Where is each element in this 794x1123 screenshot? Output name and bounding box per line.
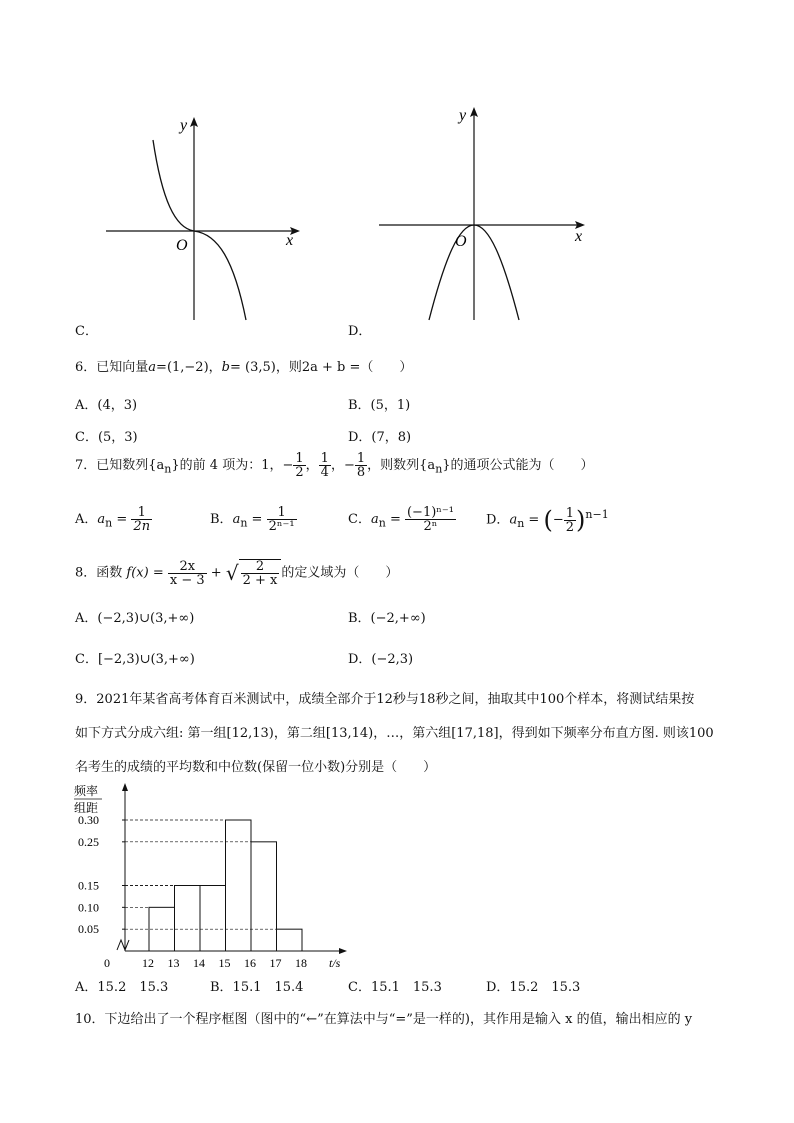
histogram-ytick-label: 0.30 [78,813,99,827]
q7-stem-sub2: n [435,462,443,476]
q7-option-d-den: 2 [565,519,575,535]
q6-b-value: = (3,5)，则 [229,360,302,375]
q6-a-value: =(1,−2)， [156,360,222,375]
q8-frac1 [168,560,207,587]
histogram-ytick-label: 0.15 [78,878,99,893]
histogram-xtick-label: 17 [269,956,282,970]
q6-vector-b: b [221,360,230,375]
graph-c-y-label: y [180,117,188,134]
histogram-xtick-label: 12 [142,956,154,970]
q7-option-b-label: B． [210,512,233,527]
histogram-bar-4 [226,820,252,951]
histogram-xtick-label: 15 [218,956,231,970]
q7-term2-num: 1 [295,451,304,466]
q8-plus: + [210,565,222,581]
q7-option-d-label: D． [486,512,510,528]
q7-option-a-den: 2n [133,519,151,534]
q6-vector-a: a [148,360,157,375]
q7-option-b-lhs: a [232,512,241,527]
q6-option-b[interactable]: B．(5，1) [348,398,411,413]
q9-option-c[interactable]: C．15.1 15.3 [348,980,442,995]
histogram-ylabel-top: 频率 [74,784,99,798]
q9-option-d[interactable]: D．15.2 15.3 [486,980,581,995]
histogram-origin-label: 0 [104,956,110,970]
q9-line-1: 9．2021年某省高考体育百米测试中，成绩全部介于12秒与18秒之间，抽取其中100个样本，将测试结果按 [75,692,695,707]
histogram-bar-6 [277,929,303,951]
question-6-stem [75,356,412,375]
q7-option-a[interactable]: A．$a_n$ = $\frac{1}{2n}$ [75,505,151,534]
q7-option-d-frac [564,507,576,534]
question-8-stem: 8．函数 f(x) = $\frac{2x}{x - 3}$ + √ $\frac{2}{2 + x}$ 的定义域为（ ） [75,558,399,588]
q7-option-d-exp: n−1 [585,508,609,522]
q7-term4-den: 8 [356,465,366,480]
q7-option-d-lhs: a [509,512,518,528]
frequency-histogram [70,778,360,972]
q7-stem-end2: }的通项公式能为（ ） [442,458,594,473]
q7-option-d-inner: − [552,512,564,528]
q7-term3-den: 4 [320,465,329,480]
q7-option-b[interactable]: B．$a_n$ = $\frac{1}{\text{2ⁿ⁻¹}}$ [210,505,295,534]
q7-term3 [319,452,331,479]
q7-option-c-sub: n [378,516,386,530]
q9-line-3: 名考生的成绩的平均数和中位数(保留一位小数)分别是（ ） [75,760,437,775]
histogram-axis-break [117,940,129,950]
q8-stem-end: 的定义域为（ ） [281,565,399,581]
graph-c-origin: O [176,237,188,254]
q7-option-a-num: 1 [131,506,152,520]
q8-option-a[interactable]: A．(−2,3)∪(3,+∞) [75,611,195,626]
histogram-xtick-label: 13 [167,956,180,970]
histogram-x-arrow [339,948,347,954]
option-d-label: D． [348,324,372,339]
q7-option-d-num: 1 [565,505,575,521]
q7-option-c-frac [405,506,456,533]
q7-term4-sign: − [343,458,355,473]
q7-option-b-num: 1 [267,506,297,520]
q8-frac2 [241,560,280,587]
graph-c [100,110,310,325]
q6-option-c[interactable]: C．(5，3) [75,430,138,445]
q8-sqrt [239,559,282,587]
q7-stem-mid: }的前 4 项为：1， [171,458,283,473]
q7-term2 [293,452,305,479]
graph-c-curve [153,140,246,320]
q9-option-b[interactable]: B．15.1 15.4 [210,980,304,995]
graph-d-origin: O [455,233,467,250]
q8-option-b[interactable]: B．(−2,+∞) [348,611,426,626]
histogram-ytick-label: 0.25 [78,834,99,849]
question-7-stem: 7．已知数列$\{a_n\}$的前 4 项为：1，− $\frac{1}{2}$ ， $\frac{1}{4}$ ，− $\frac{1}{8}$ ，则数列$\{a_n\}$的通项公式能为（ ） [75,451,594,480]
histogram-xtick-label: 18 [295,956,307,970]
q7-option-c-lhs: a [370,512,379,527]
graph-d-y-label: y [459,107,467,124]
q7-option-a-label: A． [75,512,98,527]
q7-stem-start: 7．已知数列{a [75,458,165,473]
histogram-xtick-label: 16 [244,956,256,970]
q7-option-b-frac [267,506,297,533]
histogram-y-arrow [122,783,128,791]
histogram-xlabel: t/s [329,956,341,970]
q8-frac1-num: 2x [168,560,207,574]
q7-term2-sign: − [282,458,294,473]
graph-d [375,98,595,326]
q10-line-1: 10．下边给出了一个程序框图（图中的“←”在算法中与“=”是一样的)，其作用是输入 x 的值，输出相应的 y [75,1012,693,1027]
q8-frac2-den: 2 + x [242,573,278,588]
q7-option-a-sub: n [105,516,113,530]
q8-stem-start: 8．函数 [75,565,123,581]
q8-option-d[interactable]: D．(−2,3) [348,652,414,667]
q9-option-a[interactable]: A．15.2 15.3 [75,980,169,995]
q6-option-a[interactable]: A．(4，3) [75,398,138,413]
q7-option-b-sub: n [240,516,248,530]
q8-option-c[interactable]: C．[−2,3)∪(3,+∞) [75,652,195,667]
q7-option-c-label: C． [348,512,371,527]
q7-option-a-lhs: a [97,512,106,527]
q7-term2-den: 2 [295,465,304,480]
q8-fx: f(x) = [126,565,164,581]
option-c-label: C． [75,324,98,339]
q7-stem-end: ，则数列{a [367,458,436,473]
q8-frac1-den: x − 3 [169,572,205,588]
q7-option-b-den: 2ⁿ⁻¹ [268,519,295,534]
graph-c-x-label: x [286,232,294,249]
q7-option-c-num: (−1)ⁿ⁻¹ [406,505,454,520]
q8-frac2-num: 2 [241,560,280,574]
q7-term4-num: 1 [356,451,366,466]
histogram-bar-3 [200,886,226,952]
q7-option-d-sub: n [517,517,525,531]
histogram-ytick-label: 0.05 [78,922,99,937]
q7-option-c-den: 2ⁿ [423,519,438,534]
graph-d-x-label: x [575,228,583,245]
histogram-ytick-label: 0.10 [78,900,99,915]
q7-stem-sub: n [164,462,172,476]
q6-option-d[interactable]: D．(7，8) [348,430,412,445]
q6-expression: 2a + b =（ ） [301,360,413,375]
q9-line-2: 如下方式分成六组: 第一组[12,13)，第二组[13,14)，…，第六组[17,18]，得到如下频率分布直方图. 则该100 [75,726,714,741]
q7-option-a-frac [131,506,152,533]
q6-stem-start: 6．已知向量 [75,360,149,375]
histogram-bar-5 [251,842,277,951]
q7-option-c[interactable]: C．$a_n$ = $\frac{\text{(−1)ⁿ⁻¹}}{\text{2ⁿ}}$ [348,505,454,534]
q7-term3-num: 1 [320,451,329,466]
q7-term4 [355,452,367,479]
q7-option-d[interactable]: D．$a_n$ = (− $\frac{1}{2}$ )$^{n-1}$ [486,505,609,535]
histogram-xtick-label: 14 [193,956,205,970]
histogram-ylabel-bottom: 组距 [74,801,99,815]
histogram-bar-2 [175,886,201,952]
